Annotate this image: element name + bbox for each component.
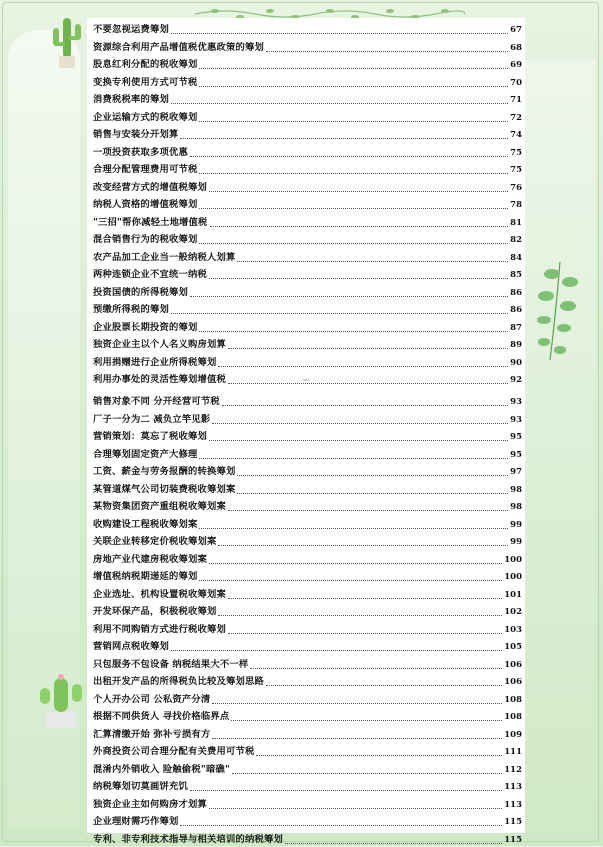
- toc-dot-leader: [199, 580, 502, 581]
- toc-entry-title: 利用办事处的灵活性筹划增值税: [93, 374, 226, 385]
- toc-entry[interactable]: [93, 602, 522, 619]
- toc-entry-title: 独资企业主如何购房才划算: [93, 798, 207, 810]
- toc-entry[interactable]: [93, 143, 522, 160]
- toc-dot-leader: [266, 51, 508, 52]
- toc-entry-title: 纳税人资格的增值税筹划: [93, 199, 198, 210]
- toc-dot-leader: [266, 685, 502, 686]
- toc-entry[interactable]: [93, 515, 522, 532]
- toc-dot-leader: [171, 650, 502, 651]
- toc-dot-leader: [210, 226, 509, 227]
- potted-cactus-icon: [36, 672, 88, 730]
- toc-entry-page-number: 115: [504, 817, 522, 827]
- toc-entry[interactable]: [93, 230, 522, 247]
- toc-entry-title: 增值税纳税期递延的筹划: [93, 571, 198, 582]
- toc-entry-title: 混合销售行为的税收筹划: [93, 234, 198, 245]
- toc-entry[interactable]: [93, 550, 522, 567]
- toc-entry-page-number: 105: [504, 642, 522, 652]
- toc-entry-title: 企业运输方式的税收筹划: [93, 111, 198, 123]
- toc-entry-page-number: 90: [510, 357, 522, 368]
- toc-entry-page-number: 67: [510, 25, 522, 35]
- toc-entry-page-number: 93: [510, 414, 522, 425]
- toc-entry-page-number: 108: [504, 712, 522, 722]
- toc-entry[interactable]: [93, 178, 522, 195]
- toc-dot-leader: [218, 366, 508, 367]
- toc-entry-page-number: 71: [510, 95, 522, 105]
- toc-entry-page-number: 68: [510, 42, 522, 53]
- toc-dot-leader: [171, 103, 508, 104]
- toc-entry-title: 纳税筹划切莫画饼充饥: [93, 781, 188, 792]
- toc-entry-title: 混淆内外销收入 险触偷税"暗礁": [93, 763, 230, 775]
- toc-dot-leader: [228, 598, 502, 599]
- toc-entry-page-number: 106: [504, 659, 522, 670]
- toc-entry[interactable]: [93, 108, 522, 125]
- toc-entry-page-number: 86: [510, 305, 522, 315]
- toc-entry-title: 收购建设工程税收筹划案: [93, 518, 198, 530]
- toc-entry[interactable]: [93, 392, 522, 409]
- toc-dot-leader: [237, 493, 508, 494]
- toc-entry-page-number: 95: [510, 432, 522, 442]
- toc-entry-title: 改变经营方式的增值税筹划: [93, 181, 207, 193]
- toc-entry[interactable]: [93, 73, 522, 90]
- toc-entry-title: 投资国债的所得税筹划: [93, 286, 188, 298]
- toc-dot-leader: [218, 615, 502, 616]
- toc-entry[interactable]: [93, 497, 522, 514]
- toc-entry-title: 一项投资获取多项优惠: [93, 146, 188, 158]
- toc-dot-leader: [228, 348, 508, 349]
- toc-entry-title: 开发环保产品，积极税收筹划: [93, 606, 217, 617]
- toc-entry-page-number: 84: [510, 252, 522, 263]
- toc-dot-leader: [228, 510, 508, 511]
- toc-dot-leader: [209, 808, 502, 809]
- toc-entry[interactable]: [93, 300, 522, 317]
- toc-entry-page-number: 87: [510, 322, 522, 333]
- toc-dot-leader: [209, 563, 502, 564]
- toc-entry-page-number: 95: [510, 449, 522, 460]
- toc-entry[interactable]: [93, 335, 522, 352]
- toc-entry[interactable]: [93, 567, 522, 584]
- cactus-icon: [50, 14, 84, 70]
- toc-dot-leader: [228, 633, 502, 634]
- toc-entry-page-number: 113: [504, 799, 522, 810]
- toc-dot-leader: [228, 383, 508, 384]
- toc-entry-title: 销售对象不同 分开经营可节税: [93, 396, 220, 407]
- toc-dot-leader: [171, 33, 508, 34]
- toc-entry-title: 利用捐赠进行企业所得税筹划: [93, 356, 217, 368]
- toc-entry-page-number: 103: [504, 624, 522, 635]
- toc-entry-page-number: 93: [510, 397, 522, 407]
- toc-dot-leader: [232, 773, 502, 774]
- toc-entry[interactable]: [93, 20, 522, 37]
- toc-entry-page-number: 75: [510, 165, 522, 175]
- toc-entry[interactable]: [93, 283, 522, 300]
- toc-dot-leader: [199, 86, 508, 87]
- toc-entry[interactable]: [93, 265, 522, 282]
- toc-entry-page-number: 72: [510, 112, 522, 123]
- toc-dot-leader: [199, 243, 508, 244]
- toc-entry[interactable]: [93, 38, 522, 55]
- toc-entry[interactable]: [93, 370, 522, 387]
- toc-entry-page-number: 97: [510, 467, 522, 477]
- toc-entry-page-number: 112: [504, 764, 522, 775]
- toc-entry-title: 合理筹划固定资产大修理: [93, 448, 198, 460]
- toc-entry-page-number: 69: [510, 60, 522, 70]
- toc-entry-page-number: 106: [504, 677, 522, 687]
- toc-dot-leader: [285, 843, 502, 844]
- toc-dot-leader: [218, 545, 508, 546]
- toc-dot-leader: [209, 278, 508, 279]
- toc-entry[interactable]: [93, 445, 522, 462]
- toc-entry[interactable]: [93, 125, 522, 142]
- toc-dot-leader: [212, 738, 502, 739]
- toc-entry[interactable]: [93, 410, 522, 427]
- toc-entry-title: 营销策划：莫忘了税收筹划: [93, 431, 207, 442]
- toc-entry-title: 变换专利使用方式可节税: [93, 76, 198, 88]
- toc-entry-page-number: 109: [504, 729, 522, 740]
- toc-dot-leader: [190, 790, 502, 791]
- toc-entry-page-number: 78: [510, 200, 522, 210]
- toc-dot-leader: [199, 458, 508, 459]
- toc-entry[interactable]: [93, 55, 522, 72]
- toc-dot-leader: [212, 703, 502, 704]
- toc-entry-page-number: 108: [504, 694, 522, 705]
- toc-dot-leader: [237, 261, 508, 262]
- toc-dot-leader: [237, 475, 508, 476]
- right-decor-panel: [525, 60, 595, 830]
- toc-entry-title: 企业选址、机构设置税收筹划案: [93, 588, 226, 600]
- toc-entry-title: 预缴所得税的筹划: [93, 304, 169, 315]
- toc-entry[interactable]: [93, 637, 522, 654]
- toc-entry-page-number: 100: [504, 554, 522, 565]
- toc-dot-leader: [199, 173, 508, 174]
- toc-entry-title: "三招"帮你减轻土地增值税: [93, 216, 208, 228]
- toc-entry-page-number: 85: [510, 270, 522, 280]
- toc-entry-title: 厂子一分为二 减负立竿见影: [93, 413, 211, 425]
- toc-entry-title: 专利、非专利技术指导与相关培训的纳税筹划: [93, 833, 283, 845]
- toc-entry-title: 出租开发产品的所得税负比较及筹划思路: [93, 676, 264, 687]
- toc-entry-page-number: 113: [504, 782, 522, 792]
- toc-entry-page-number: 99: [510, 537, 522, 547]
- toc-entry-page-number: 100: [504, 572, 522, 582]
- toc-entry[interactable]: [93, 213, 522, 230]
- toc-entry[interactable]: [93, 353, 522, 370]
- toc-entry-title: 利用不同购销方式进行税收筹划: [93, 623, 226, 635]
- toc-entry-page-number: 111: [504, 747, 522, 757]
- toc-entry-title: 两种连锁企业不宜统一纳税: [93, 269, 207, 280]
- toc-entry[interactable]: [93, 760, 522, 777]
- toc-entry-page-number: 101: [504, 589, 522, 600]
- toc-entry-page-number: 82: [510, 235, 522, 245]
- toc-entry[interactable]: [93, 795, 522, 812]
- toc-entry-title: 某管道煤气公司切装费税收筹划案: [93, 483, 236, 495]
- toc-entry[interactable]: [93, 812, 522, 829]
- toc-entry-title: 汇算清缴开始 弥补亏损有方: [93, 728, 211, 740]
- toc-dot-leader: [256, 755, 502, 756]
- toc-entry[interactable]: [93, 620, 522, 637]
- toc-dot-leader: [190, 156, 508, 157]
- toc-entry-page-number: 76: [510, 182, 522, 193]
- toc-entry-page-number: 81: [510, 217, 522, 228]
- toc-entry-page-number: 99: [510, 519, 522, 530]
- toc-entry[interactable]: [93, 462, 522, 479]
- toc-entry-title: 关联企业转移定价税收筹划案: [93, 536, 217, 547]
- toc-dot-leader: [209, 191, 508, 192]
- toc-dot-leader: [199, 68, 508, 69]
- toc-dot-leader: [180, 138, 508, 139]
- toc-entry-title: 某物资集团资产重组税收筹划案: [93, 501, 226, 512]
- toc-dot-leader: [199, 208, 508, 209]
- toc-dot-leader: [212, 423, 508, 424]
- toc-entry[interactable]: [93, 725, 522, 742]
- toc-dot-leader: [171, 313, 508, 314]
- toc-dot-leader: [199, 121, 508, 122]
- toc-entry[interactable]: [93, 690, 522, 707]
- toc-entry-title: 只包服务不包设备 纳税结果大不一样: [93, 658, 249, 670]
- toc-entry-title: 企业理财需巧作筹划: [93, 816, 179, 827]
- toc-entry[interactable]: [93, 195, 522, 212]
- toc-entry[interactable]: [93, 707, 522, 724]
- toc-entry-title: 外商投资公司合理分配有关费用可节税: [93, 746, 255, 757]
- toc-entry-page-number: 98: [510, 502, 522, 512]
- toc-entry-page-number: 70: [510, 77, 522, 88]
- toc-entry-title: 合理分配管理费用可节税: [93, 164, 198, 175]
- toc-entry[interactable]: [93, 427, 522, 444]
- toc-entry-title: 企业股票长期投资的筹划: [93, 321, 198, 333]
- toc-entry-title: 房地产业代建房税收筹划案: [93, 553, 207, 565]
- toc-dot-leader: [209, 440, 508, 441]
- toc-entry[interactable]: [93, 318, 522, 335]
- toc-entry-page-number: 115: [504, 834, 522, 845]
- toc-dot-leader: [199, 528, 508, 529]
- toc-entry-title: 独资企业主以个人名义购房划算: [93, 339, 226, 350]
- toc-entry-page-number: 86: [510, 287, 522, 298]
- toc-entry-title: 股息红利分配的税收筹划: [93, 59, 198, 70]
- toc-entry[interactable]: [93, 160, 522, 177]
- toc-entry[interactable]: [93, 672, 522, 689]
- toc-entry-title: 消费税税率的筹划: [93, 94, 169, 105]
- leaf-branch-icon: [530, 262, 590, 362]
- toc-entry-page-number: 89: [510, 340, 522, 350]
- toc-entry[interactable]: [93, 248, 522, 265]
- toc-entry[interactable]: [93, 585, 522, 602]
- toc-entry-title: 营销网点税收筹划: [93, 641, 169, 652]
- toc-entry[interactable]: [93, 480, 522, 497]
- toc-entry[interactable]: [93, 742, 522, 759]
- toc-dot-leader: [199, 331, 508, 332]
- toc-entry-title: 销售与安装分开划算: [93, 129, 179, 140]
- toc-entry[interactable]: [93, 90, 522, 107]
- toc-entry[interactable]: [93, 777, 522, 794]
- toc-entry-title: 根据不同供货人 寻找价格临界点: [93, 711, 230, 722]
- toc-entry[interactable]: [93, 830, 522, 847]
- toc-entry-title: 工资、薪金与劳务报酬的转换筹划: [93, 466, 236, 477]
- toc-entry[interactable]: [93, 655, 522, 672]
- toc-entry-title: 个人开办公司 公私资产分清: [93, 693, 211, 705]
- toc-entry-title: 资源综合利用产品增值税优惠政策的筹划: [93, 41, 264, 53]
- toc-entry-page-number: 75: [510, 147, 522, 158]
- toc-entry-title: 不要忽视运费筹划: [93, 24, 169, 35]
- toc-dot-leader: [180, 825, 502, 826]
- toc-entry-page-number: 74: [510, 130, 522, 140]
- toc-entry-page-number: 92: [510, 375, 522, 385]
- toc-entry-page-number: 102: [504, 607, 522, 617]
- toc-dot-leader: [190, 296, 508, 297]
- toc-dot-leader: [231, 720, 502, 721]
- toc-entry-page-number: 98: [510, 484, 522, 495]
- toc-entry[interactable]: [93, 532, 522, 549]
- toc-entry-title: 农产品加工企业当一般纳税人划算: [93, 251, 236, 263]
- toc-dot-leader: [250, 668, 502, 669]
- toc-dot-leader: [222, 405, 508, 406]
